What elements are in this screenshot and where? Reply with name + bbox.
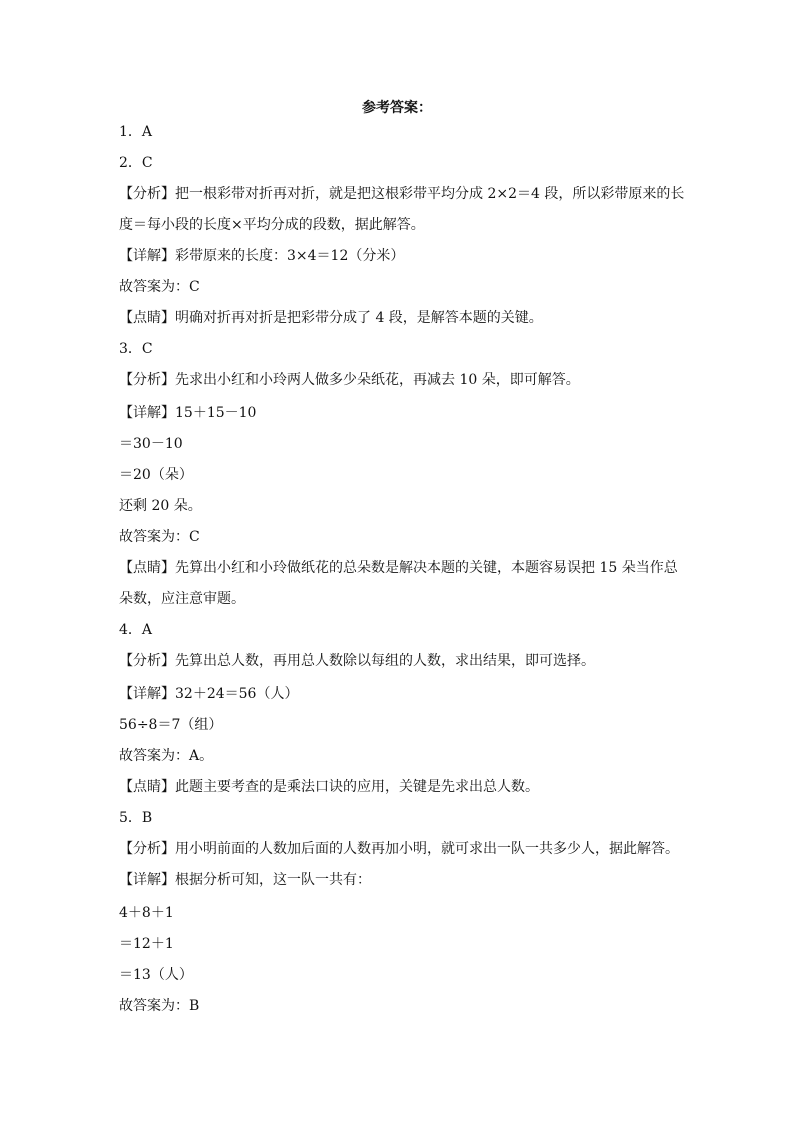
line-9: 【分析】先求出小红和小玲两人做多少朵纸花，再减去 10 朵，即可解答。 <box>119 372 580 388</box>
line-3: 【分析】把一根彩带对折再对折，就是把这根彩带平均分成 2×2＝4 段，所以彩带原来的长 <box>119 186 685 202</box>
line-8: 3．C <box>119 341 153 357</box>
line-2: 2．C <box>119 155 153 171</box>
line-25: 【详解】根据分析可知，这一队一共有： <box>119 872 371 888</box>
line-15: 【点睛】先算出小红和小玲做纸花的总朵数是解决本题的关键，本题容易误把 15 朵当作总 <box>119 560 678 576</box>
line-4: 度＝每小段的长度×平均分成的段数，据此解答。 <box>119 217 425 233</box>
line-11: ＝30－10 <box>119 436 183 452</box>
line-14: 故答案为：C <box>119 529 200 545</box>
line-20: 56÷8＝7（组） <box>119 717 223 733</box>
line-13: 还剩 20 朵。 <box>119 498 202 514</box>
line-1: 1．A <box>119 124 153 140</box>
line-21: 故答案为：A。 <box>119 748 214 764</box>
line-16: 朵数，应注意审题。 <box>119 591 245 607</box>
line-27: ＝12＋1 <box>119 936 174 952</box>
line-5: 【详解】彩带原来的长度：3×4＝12（分米） <box>119 248 405 264</box>
line-18: 【分析】先算出总人数，再用总人数除以每组的人数，求出结果，即可选择。 <box>119 653 595 669</box>
line-7: 【点睛】明确对折再对折是把彩带分成了 4 段，是解答本题的关键。 <box>119 310 543 326</box>
line-28: ＝13（人） <box>119 967 193 983</box>
line-6: 故答案为：C <box>119 279 200 295</box>
line-26: 4＋8＋1 <box>119 905 174 921</box>
line-17: 4．A <box>119 622 153 638</box>
line-29: 故答案为：B <box>119 998 200 1014</box>
line-19: 【详解】32＋24＝56（人） <box>119 686 299 702</box>
line-22: 【点睛】此题主要考查的是乘法口诀的应用，关键是先求出总人数。 <box>119 779 539 795</box>
page-title: 参考答案： <box>362 100 432 116</box>
line-23: 5．B <box>119 810 153 826</box>
line-10: 【详解】15＋15－10 <box>119 405 257 421</box>
line-12: ＝20（朵） <box>119 467 193 483</box>
line-24: 【分析】用小明前面的人数加后面的人数再加小明，就可求出一队一共多少人，据此解答。 <box>119 841 679 857</box>
